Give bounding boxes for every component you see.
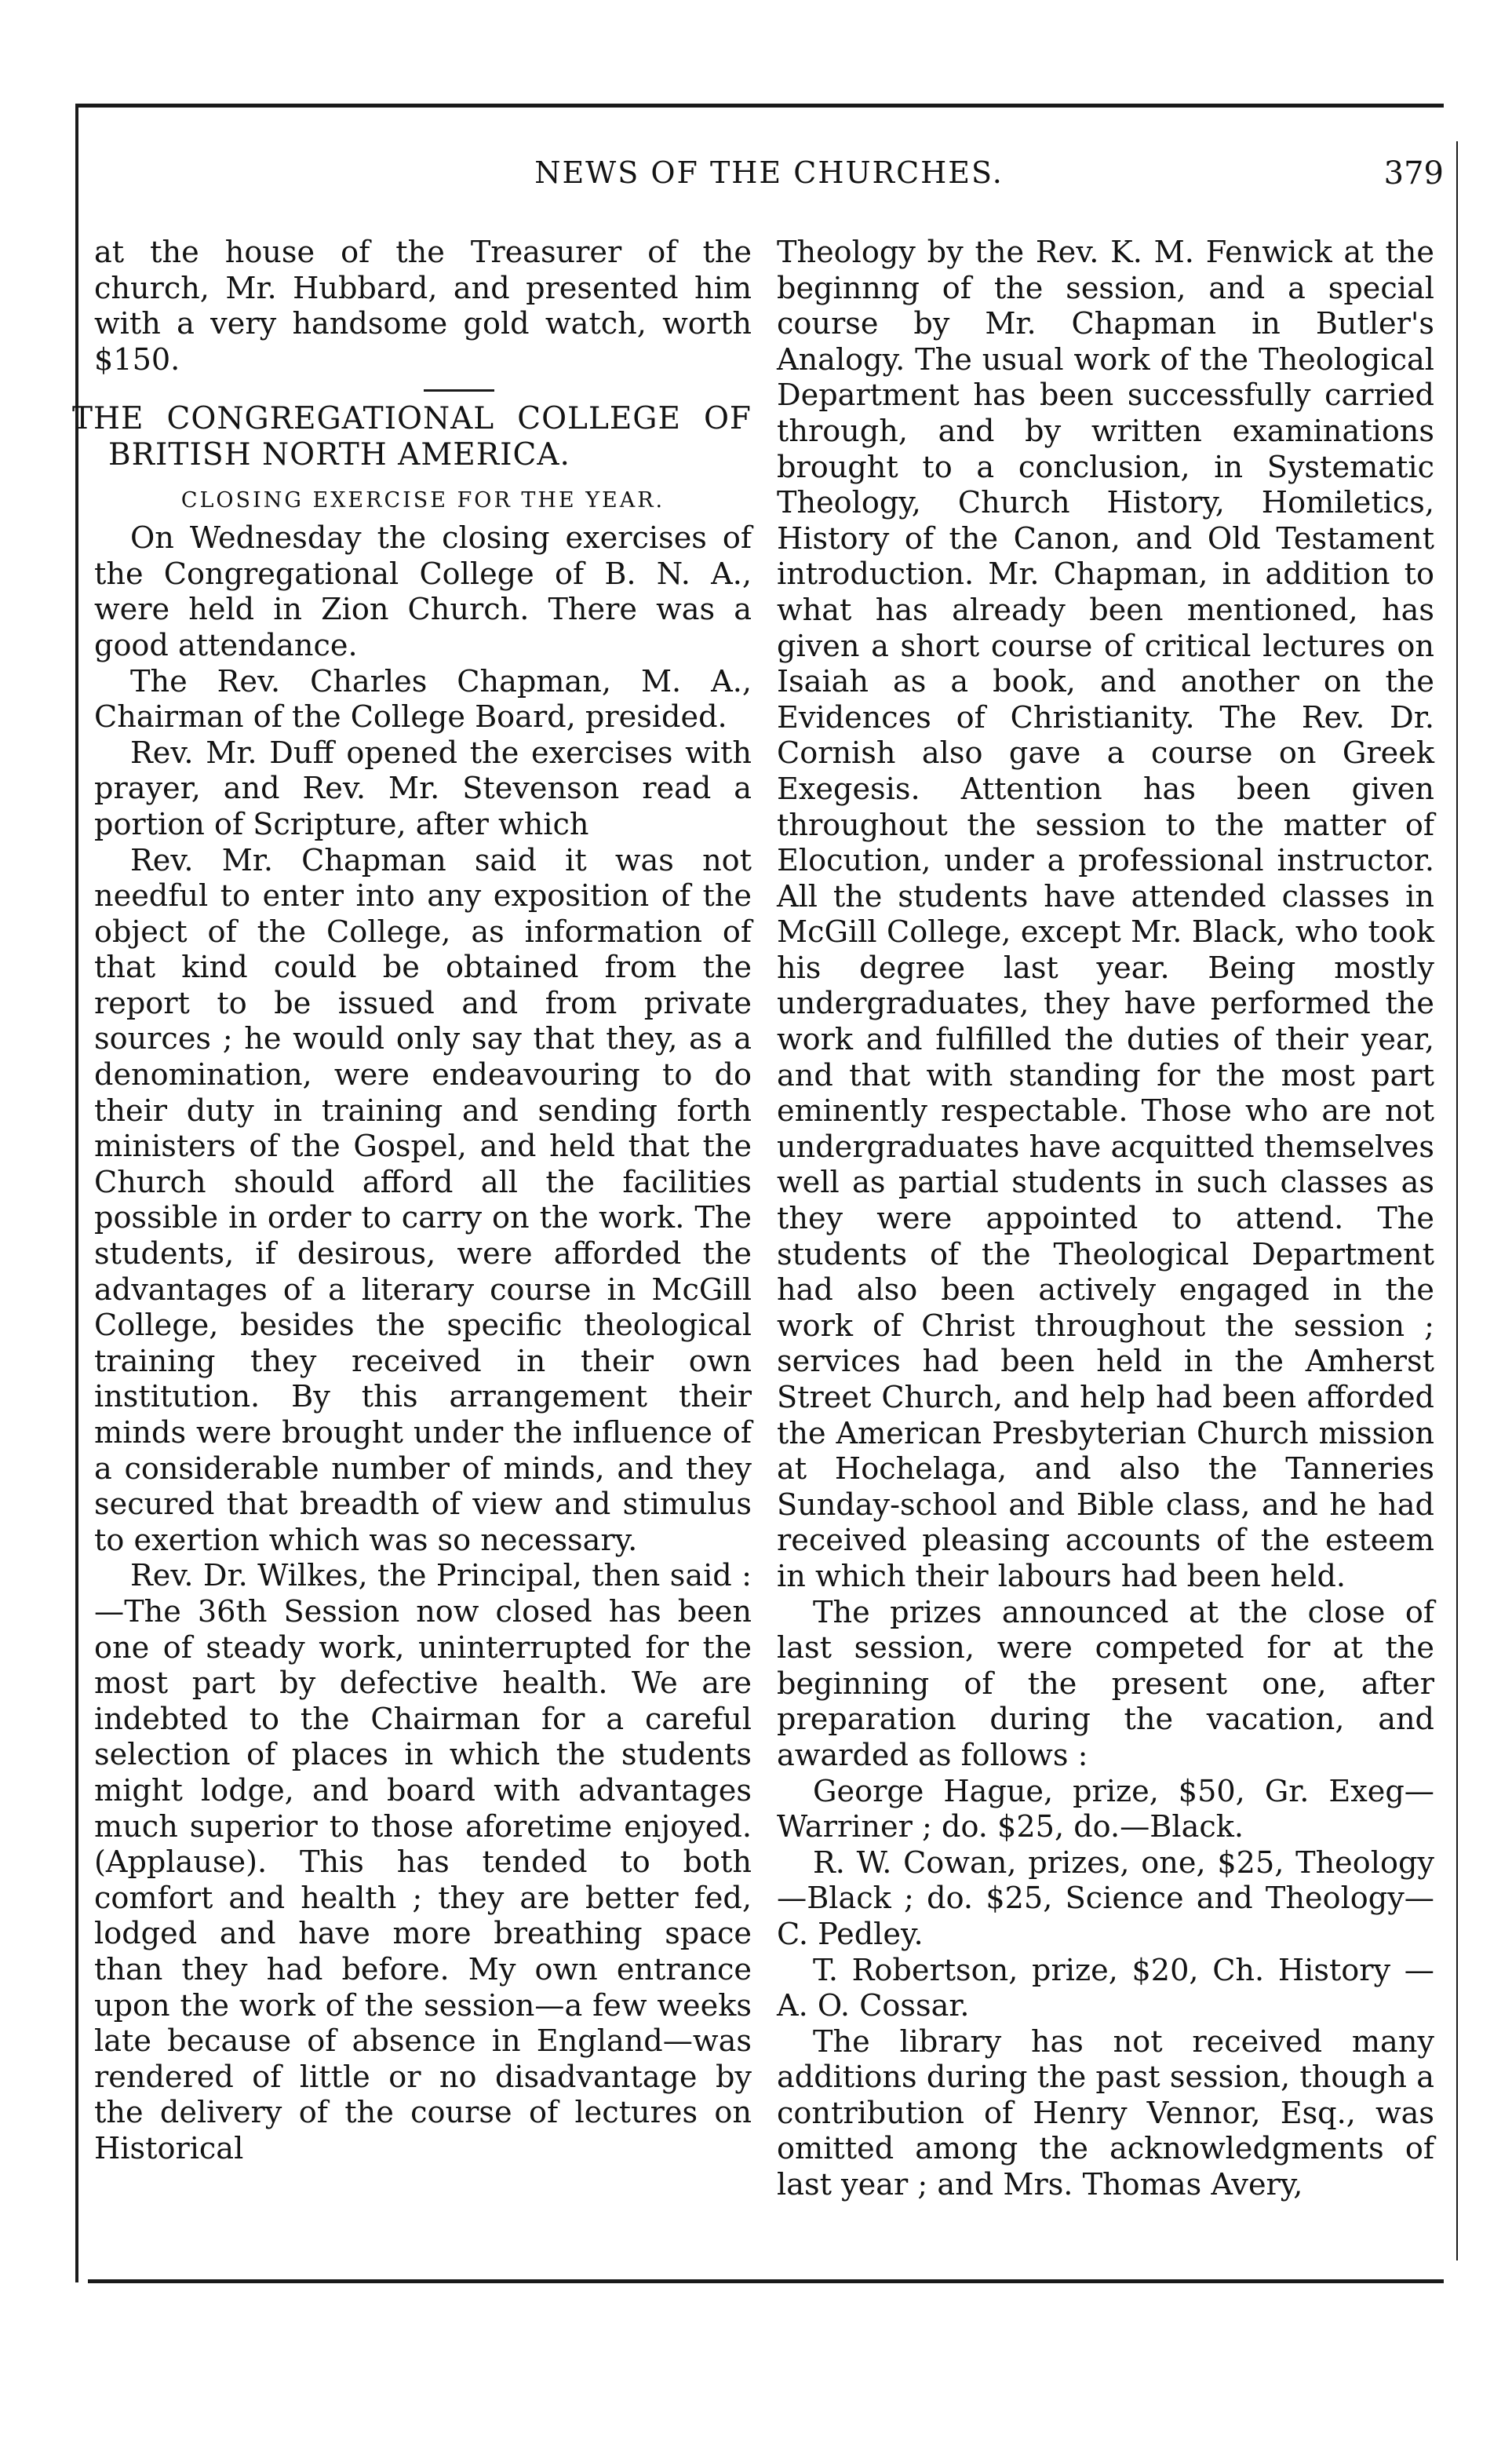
page-header (94, 155, 1444, 203)
page-number: 379 (1383, 155, 1444, 192)
prize-entry: R. W. Cowan, prizes, one, $25, Theology—Black ; do. $25, Science and Theology—C. Pedley. (777, 1845, 1434, 1952)
paragraph: at the house of the Treasurer of the church, Mr. Hubbard, and presented him with a very handsome gold watch, worth $150. (94, 235, 752, 378)
left-column (72, 235, 752, 2167)
running-head: NEWS OF THE CHURCHES. (534, 155, 1004, 190)
prize-entry: T. Robertson, prize, $20, Ch. History —A. O. Cossar. (777, 1953, 1434, 2024)
paragraph: The library has not received many additions during the past session, though a contribution of Henry Vennor, Esq., was omitted among the acknowledgments of last year ; and Mrs. Thomas Avery, (777, 2024, 1434, 2203)
paragraph: Rev. Dr. Wilkes, the Principal, then said :—The 36th Session now closed has been one of steady work, uninterrupted for the most part by defective health. We are indebted to the Chairman for a careful selection of places in which the students might lodge, and board with advantages much superior to those aforetime enjoyed. (Applause). This has tended to both comfort and health ; they are better fed, lodged and have more breathing space than they had before. My own entrance upon the work of the session—a few weeks late because of absence in England—was rendered of little or no disadvantage by the delivery of the course of lectures on Historical (94, 1559, 752, 2166)
paragraph: Rev. Mr. Duff opened the exercises with prayer, and Rev. Mr. Stevenson read a portion of Scripture, after which (94, 735, 752, 842)
section-title: THE CONGREGATIONAL COLLEGE OF BRITISH NORTH AMERICA. (72, 401, 752, 473)
paragraph: The Rev. Charles Chapman, M. A., Chairman of the College Board, presided. (94, 664, 752, 735)
right-border (1456, 141, 1458, 2260)
right-column (777, 235, 1434, 2204)
prize-entry: George Hague, prize, $50, Gr. Exeg—Warriner ; do. $25, do.—Black. (777, 1774, 1434, 1845)
section-separator (424, 389, 494, 392)
paragraph: On Wednesday the closing exercises of the Congregational College of B. N. A., were held in Zion Church. There was a good attendance. (94, 521, 752, 663)
section-subtitle: CLOSING EXERCISE FOR THE YEAR. (180, 487, 665, 513)
paragraph: Theology by the Rev. K. M. Fenwick at the beginnng of the session, and a special course by Mr. Chapman in Butler's Analogy. The usual work of the Theological Department has been successfully carried through, and by written examinations brought to a conclusion, in Systematic Theology, Church History, Homiletics, History of the Canon, and Old Testament introduction. Mr. Chapman, in addition to what has already been mentioned, has given a short course of critical lectures on Isaiah as a book, and another on the Evidences of Christianity. The Rev. Dr. Cornish also gave a course on Greek Exegesis. Attention has been given throughout the session to the matter of Elocution, under a professional instructor. All the students have attended classes in McGill College, except Mr. Black, who took his degree last year. Being mostly undergraduates, they have performed the work and fulfilled the duties of their year, and that with standing for the most part eminently respectable. Those who are not undergraduates have acquitted themselves well as partial students in such classes as they were appointed to attend. The students of the Theological Department had also been actively engaged in the work of Christ throughout the session ; services had been held in the Amherst Street Church, and help had been afforded the American Presbyterian Church mission at Hochelaga, and also the Tanneries Sunday-school and Bible class, and he had received pleasing accounts of the esteem in which their labours had been held. (777, 235, 1434, 1594)
paragraph: The prizes announced at the close of last session, were competed for at the beginning of the present one, after preparation during the vacation, and awarded as follows : (777, 1595, 1434, 1773)
top-rule (77, 104, 1444, 108)
paragraph: Rev. Mr. Chapman said it was not needful to enter into any exposition of the object of the College, as information of that kind could be obtained from the report to be issued and from private sources ; he would only say that they, as a denomination, were endeavouring to do their duty in training and sending forth ministers of the Gospel, and held that the Church should afford all the facilities possible in order to carry on the work. The students, if desirous, were afforded the advantages of a literary course in McGill College, besides the specific theological training they received in their own institution. By this arrangement their minds were brought under the influence of a considerable number of minds, and they secured that breadth of view and stimulus to exertion which was so necessary. (94, 843, 752, 1558)
bottom-rule (88, 2279, 1444, 2283)
